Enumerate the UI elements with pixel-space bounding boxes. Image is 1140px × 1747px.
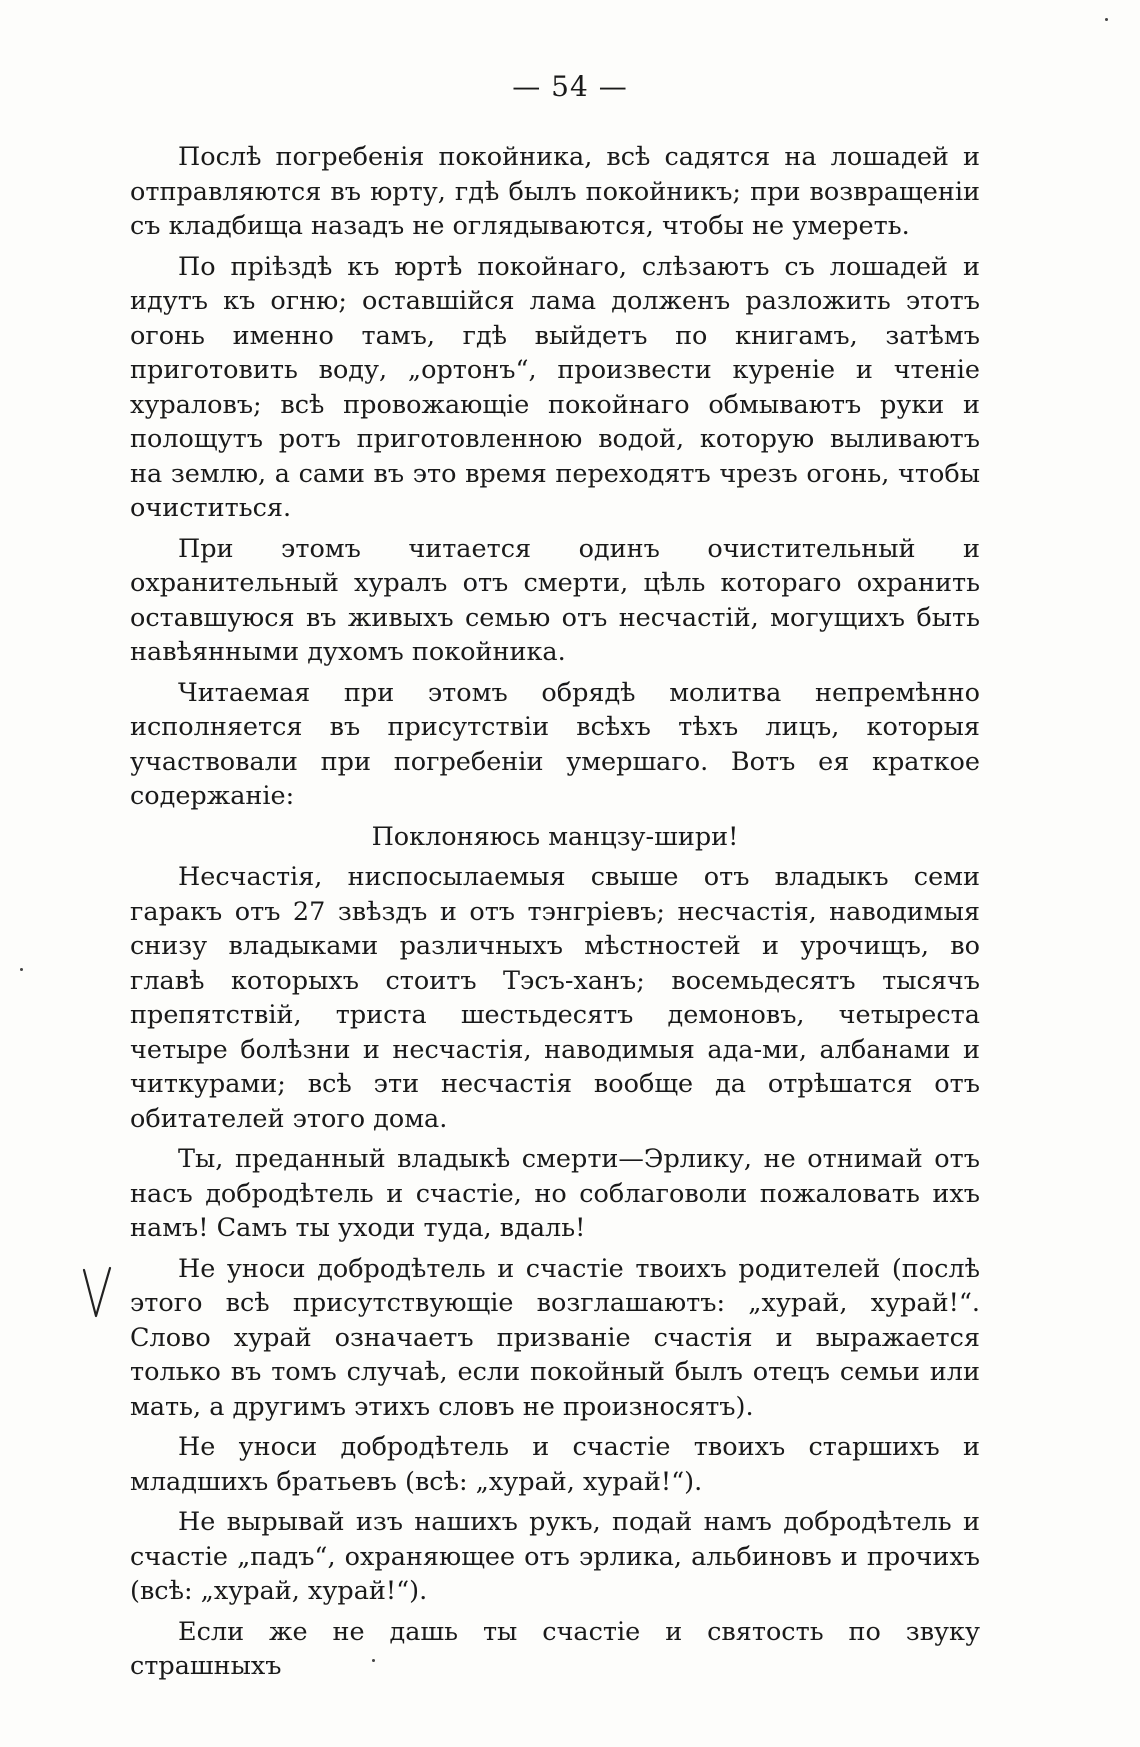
paragraph: Ты, преданный владыкѣ смерти—Эрлику, не отнимай отъ насъ добродѣтель и счастіе, но соблаговоли пожаловать ихъ намъ! Самъ ты уходи туда, вдаль! xyxy=(130,1144,980,1243)
paragraph: При этомъ читается одинъ очистительный и охранительный хуралъ отъ смерти, цѣль котораго охранить оставшуюся въ живыхъ семью отъ несчастій, могущихъ быть навѣянными духомъ покойника. xyxy=(130,533,980,667)
scan-speck xyxy=(372,1659,375,1662)
page-number: — 54 — xyxy=(512,70,628,103)
handwritten-check-mark-icon xyxy=(78,1264,118,1324)
centered-heading-line: Поклоняюсь манцзу-шири! xyxy=(371,821,739,852)
paragraph: Не уноси добродѣтель и счастіе твоихъ родителей (послѣ этого всѣ присутствующіе возглашаютъ: „хурай, хурай!“. Слово хурай означаетъ призваніе счастія и выражается только въ томъ случаѣ, если покойный былъ отецъ семьи или мать, а другимъ этихъ словъ не произносятъ). xyxy=(130,1253,980,1422)
paragraph: Не вырывай изъ нашихъ рукъ, подай намъ добродѣтель и счастіе „падъ“, охраняющее отъ эрлика, альбиновъ и прочихъ (всѣ: „хурай, хурай!“). xyxy=(130,1507,980,1606)
scan-speck xyxy=(1105,18,1108,21)
body-text xyxy=(130,140,980,1690)
paragraph: Несчастія, ниспосылаемыя свыше отъ владыкъ семи гаракъ отъ 27 звѣздъ и отъ тэнгріевъ; несчастія, наводимыя снизу владыками различныхъ мѣстностей и урочищъ, во главѣ которыхъ стоитъ Тэсъ-ханъ; восемьдесятъ тысячъ препятствій, триста шестьдесятъ демоновъ, четыреста четыре болѣзни и несчастія, наводимыя ада-ми, албанами и читкурами; всѣ эти несчастія вообще да отрѣшатся отъ обитателей этого дома. xyxy=(130,862,980,1134)
paragraph: Если же не дашь ты счастіе и святость по звуку страшныхъ xyxy=(130,1616,980,1681)
paragraph: По пріѣздѣ къ юртѣ покойнаго, слѣзаютъ съ лошадей и идутъ къ огню; оставшійся лама долженъ разложить этотъ огонь именно тамъ, гдѣ выйдетъ по книгамъ, затѣмъ приготовить воду, „ортонъ“, произвести куреніе и чтеніе хураловъ; всѣ провожающіе покойнаго обмываютъ руки и полощутъ ротъ приготовленною водой, которую выливаютъ на землю, а сами въ это время переходятъ чрезъ огонь, чтобы очиститься. xyxy=(130,251,980,523)
paragraph: Послѣ погребенія покойника, всѣ садятся на лошадей и отправляются въ юрту, гдѣ былъ покойникъ; при возвращеніи съ кладбища назадъ не оглядываются, чтобы не умереть. xyxy=(130,142,980,241)
paragraph: Читаемая при этомъ обрядѣ молитва непремѣнно исполняется въ присутствіи всѣхъ тѣхъ лицъ, которыя участвовали при погребеніи умершаго. Вотъ ея краткое содержаніе: xyxy=(130,677,980,811)
paragraph: Не уноси добродѣтель и счастіе твоихъ старшихъ и младшихъ братьевъ (всѣ: „хурай, хурай!“). xyxy=(130,1432,980,1497)
scan-speck xyxy=(20,968,23,971)
